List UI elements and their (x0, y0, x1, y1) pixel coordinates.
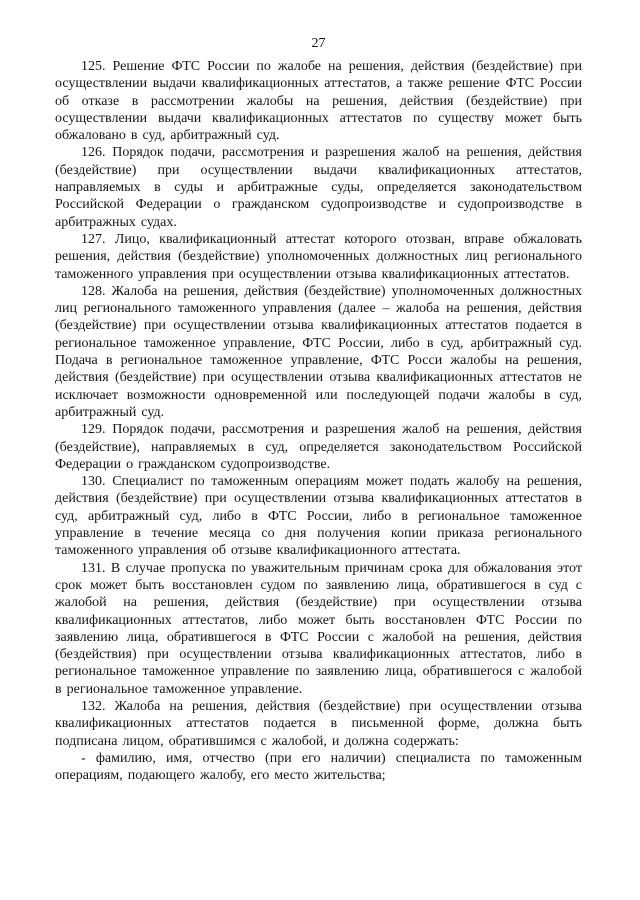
paragraph-130: 130. Специалист по таможенным операциям может подать жалобу на решения, действия (бездействие) при осуществлении отзыва квалификационных аттестатов в суд, арбитражный суд, либо в ФТС России, либо в региональное таможенное управление в течение месяца со дня получения копии приказа регионального таможенного управления об отзыве квалификационного аттестата. (55, 474, 582, 559)
paragraph-132: 132. Жалоба на решения, действия (бездействие) при осуществлении отзыва квалификационных аттестатов подается в письменной форме, должна быть подписана лицом, обратившимся с жалобой, и должна содержать: (55, 698, 582, 749)
paragraph-128: 128. Жалоба на решения, действия (бездействие) уполномоченных должностных лиц регионального таможенного управления (далее – жалоба на решения, действия (бездействие) при осуществлении отзыва квалификационных аттестатов подается в региональное таможенное управление, ФТС России, либо в суд, арбитражный суд. Подача в региональное таможенное управление, ФТС Росси жалобы на решения, действия (бездействие) при осуществлении отзыва квалификационных аттестатов не исключает возможности одновременной или последующей подачи жалобы в суд, арбитражный суд. (55, 283, 582, 420)
paragraph-126: 126. Порядок подачи, рассмотрения и разрешения жалоб на решения, действия (бездействие) при осуществлении выдачи квалификационных аттестатов, направляемых в суды и арбитражные суды, определяется законодательством Российской Федерации о гражданском судопроизводстве и судопроизводстве в арбитражных судах. (55, 145, 582, 230)
paragraph-127: 127. Лицо, квалификационный аттестат которого отозван, вправе обжаловать решения, действия (бездействие) уполномоченных должностных лиц регионального таможенного управления при осуществлении отзыва квалификационных аттестатов. (55, 231, 582, 282)
paragraph-125: 125. Решение ФТС России по жалобе на решения, действия (бездействие) при осуществлении выдачи квалификационных аттестатов, а также решение ФТС России об отказе в рассмотрении жалобы на решения, действия (бездействие) при осуществлении выдачи квалификационных аттестатов по существу может быть обжаловано в суд, арбитражный суд. (55, 59, 582, 144)
page-number: 27 (311, 36, 326, 51)
paragraph-131: 131. В случае пропуска по уважительным причинам срока для обжалования этот срок может быть восстановлен судом по заявлению лица, обратившегося в суд с жалобой на решения, действия (бездействие) при осуществлении отзыва квалификационных аттестатов, либо может быть восстановлен ФТС России по заявлению лица, обратившегося в ФТС России с жалобой на решения, действия (бездействия) при осуществлении отзыва квалификационных аттестатов, либо в региональное таможенное управление по заявлению лица, обратившегося с жалобой в региональное таможенное управление. (55, 560, 582, 697)
list-item-surname-requirement: - фамилию, имя, отчество (при его наличии) специалиста по таможенным операциям, подающего жалобу, его место жительства; (55, 750, 582, 784)
paragraph-129: 129. Порядок подачи, рассмотрения и разрешения жалоб на решения, действия (бездействие), направляемых в суд, определяется законодательством Российской Федерации о гражданском судопроизводстве. (55, 422, 582, 472)
